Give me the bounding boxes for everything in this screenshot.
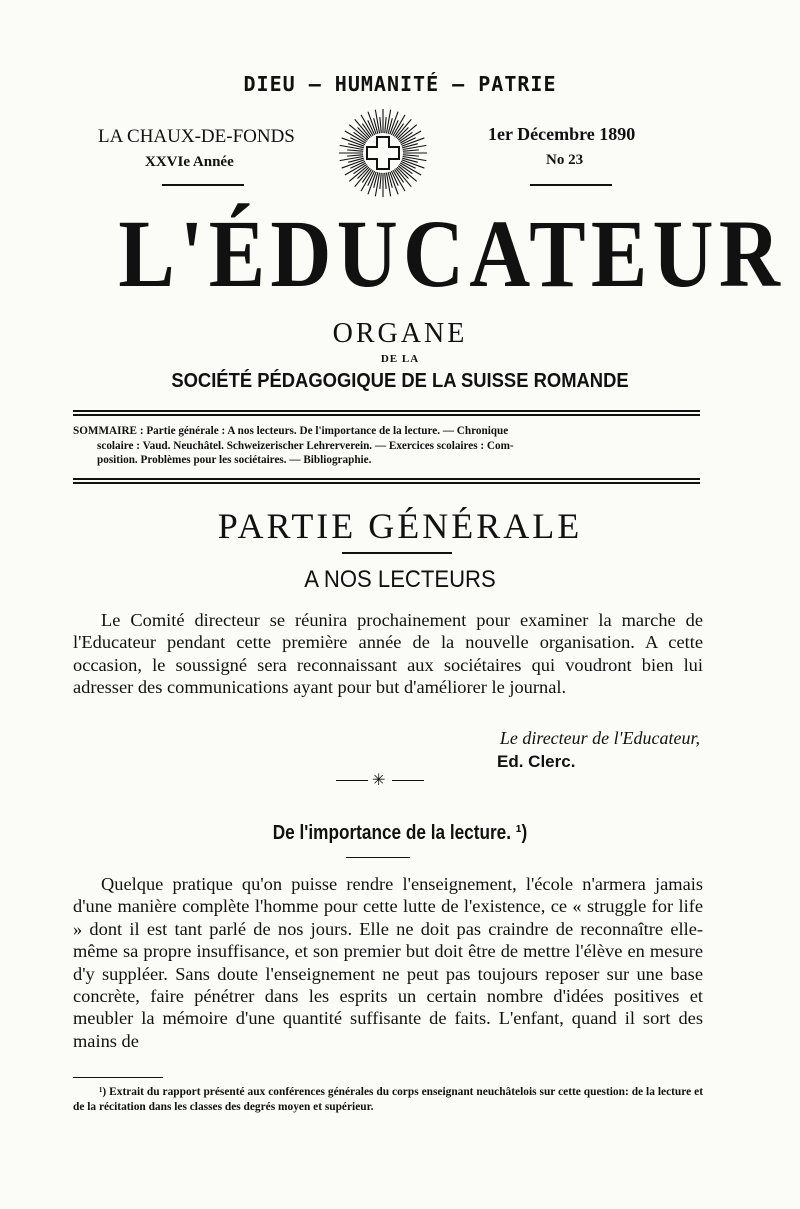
bottom-rule-1 [73, 478, 700, 480]
right-short-rule [530, 184, 612, 186]
article-importance-paragraph: Quelque pratique qu'on puisse rendre l'enseignement, l'école n'armera jamais d'une manière complète l'homme pour cette lutte de l'existence, ce « struggle for life » dont il est tant parlé de nos jours. Elle ne doit pas craindre de reconnaître elle-même sa propre insuffisance, et son premier but doit être de mettre l'élève en mesure d'y suppléer. Sans doute l'enseignement ne peut pas toujours reposer sur une base concrète, faire pénétrer dans les esprits un certain nombre d'idées positives et meubler la mémoire d'une quantité suffisante de faits. L'enfant, quand il sort des mains de [73, 874, 703, 1051]
signature-role: Le directeur de l'Educateur, [499, 728, 700, 748]
footnote-text: ¹) Extrait du rapport présenté aux conférences générales du corps enseignant neuchâtelois sur cette question: de la lecture et de la récitation dans les classes des degrés moyen et supérieur. [73, 1086, 703, 1113]
societe-name: SOCIÉTÉ PÉDAGOGIQUE DE LA SUISSE ROMANDE [171, 370, 629, 392]
signature-name: Ed. Clerc. [497, 752, 576, 771]
issue-date: 1er Décembre 1890 [488, 124, 636, 144]
left-short-rule [162, 184, 244, 186]
top-rule-1 [73, 410, 700, 412]
footnote [73, 1085, 703, 1115]
bottom-rule-2 [73, 482, 700, 484]
separator-rule-right [392, 780, 424, 781]
section-rule [342, 552, 452, 554]
article-lecteurs-body [73, 609, 703, 699]
masthead-title: L'ÉDUCATEUR [118, 200, 786, 307]
footnote-rule [73, 1077, 163, 1078]
year-edition: XXVIe Année [145, 154, 234, 170]
separator-rule-left [336, 780, 368, 781]
asterism-icon: ✳ [372, 770, 386, 789]
sommaire-line-1: SOMMAIRE : Partie générale : A nos lecteurs. De l'importance de la lecture. — Chronique [73, 425, 509, 437]
article-title-importance: De l'importance de la lecture. ¹) [272, 822, 528, 844]
organe-label: ORGANE [332, 318, 468, 349]
swiss-cross-sunburst-icon [338, 108, 428, 198]
motto: DIEU — HUMANITÉ — PATRIE [243, 72, 557, 96]
article-rule [346, 857, 410, 858]
article-title-lecteurs: A NOS LECTEURS [304, 566, 496, 593]
location: LA CHAUX-DE-FONDS [98, 126, 295, 147]
article-lecteurs-paragraph: Le Comité directeur se réunira prochainement pour examiner la marche de l'Educateur pendant cette première année de la nouvelle organisation. A cette occasion, le soussigné sera reconnaissant aux sociétaires qui voudront bien lui adresser des communications ayant pour but d'améliorer le journal. [73, 610, 703, 698]
sommaire-line-3: position. Problèmes pour les sociétaires. — Bibliographie. [97, 454, 372, 466]
sommaire [73, 424, 703, 468]
article-importance-body [73, 873, 703, 1052]
de-la-label: DE LA [380, 353, 420, 365]
issue-number: No 23 [546, 152, 584, 168]
top-rule-2 [73, 414, 700, 416]
section-heading: PARTIE GÉNÉRALE [217, 506, 583, 546]
sommaire-line-2: scolaire : Vaud. Neuchâtel. Schweizerischer Lehrerverein. — Exercices scolaires : Com- [97, 439, 514, 452]
